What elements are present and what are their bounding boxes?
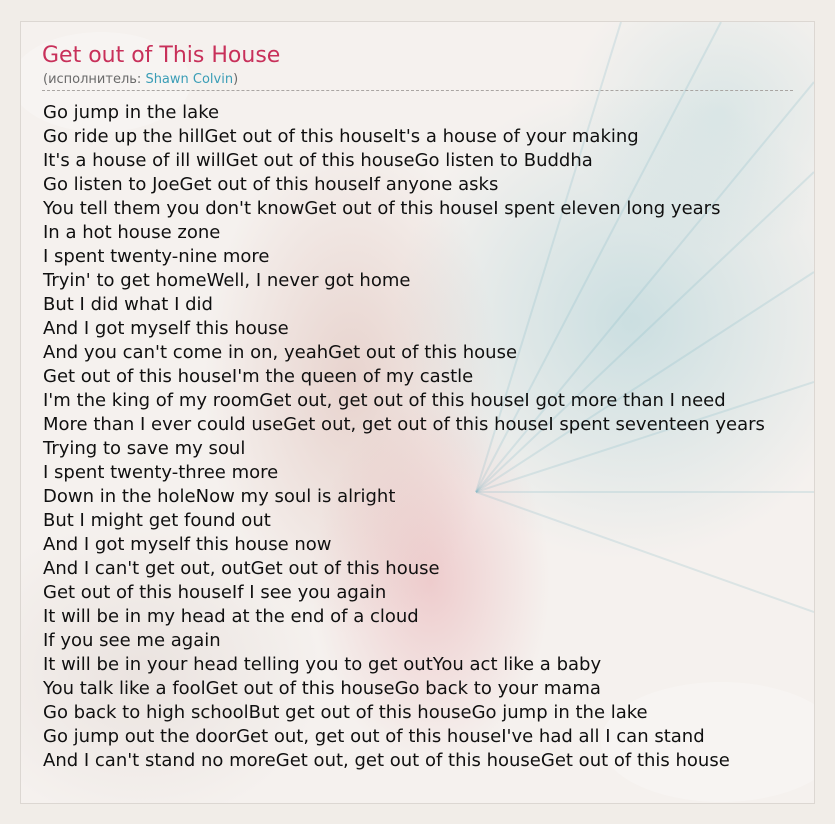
lyric-line: Go jump in the lake <box>43 102 220 123</box>
artist-link[interactable]: Shawn Colvin <box>145 72 234 87</box>
lyric-line: Trying to save my soul <box>43 438 246 459</box>
lyric-line: And you can't come in on, yeahGet out of this house <box>43 342 518 363</box>
lyric-line: And I can't stand no moreGet out, get out of this houseGet out of this house <box>43 750 730 771</box>
lyric-line: You talk like a foolGet out of this houseGo back to your mama <box>43 678 601 699</box>
lyric-line: But I did what I did <box>43 294 213 315</box>
lyric-line: And I got myself this house now <box>43 534 332 555</box>
lyric-line: More than I ever could useGet out, get out of this houseI spent seventeen years <box>43 414 765 435</box>
lyric-line: Get out of this houseI'm the queen of my castle <box>43 366 474 387</box>
lyric-line: Go ride up the hillGet out of this houseIt's a house of your making <box>43 126 639 147</box>
lyric-line: I spent twenty-three more <box>43 462 279 483</box>
lyric-line: Down in the holeNow my soul is alright <box>43 486 396 507</box>
lyric-line: Go back to high schoolBut get out of this houseGo jump in the lake <box>43 702 648 723</box>
performer-prefix: (исполнитель: <box>43 72 146 87</box>
lyric-line: Go listen to JoeGet out of this houseIf anyone asks <box>43 174 499 195</box>
lyrics-card <box>20 21 815 804</box>
lyric-line: And I got myself this house <box>43 318 289 339</box>
lyric-line: If you see me again <box>43 630 221 651</box>
lyric-line: And I can't get out, outGet out of this house <box>43 558 440 579</box>
performer-line <box>43 72 238 88</box>
lyric-line: But I might get found out <box>43 510 271 531</box>
divider <box>42 90 793 91</box>
lyric-line: It's a house of ill willGet out of this houseGo listen to Buddha <box>43 150 593 171</box>
lyric-line: It will be in your head telling you to get outYou act like a baby <box>43 654 602 675</box>
lyric-line: I spent twenty-nine more <box>43 246 270 267</box>
lyric-line: Go jump out the doorGet out, get out of this houseI've had all I can stand <box>43 726 705 747</box>
performer-suffix: ) <box>233 72 239 87</box>
lyric-line: Get out of this houseIf I see you again <box>43 582 387 603</box>
song-title: Get out of This House <box>42 43 281 68</box>
lyric-line: I'm the king of my roomGet out, get out of this houseI got more than I need <box>43 390 726 411</box>
lyric-line: It will be in my head at the end of a cloud <box>43 606 419 627</box>
lyric-line: You tell them you don't knowGet out of this houseI spent eleven long years <box>43 198 721 219</box>
lyric-line: Tryin' to get homeWell, I never got home <box>43 270 411 291</box>
lyric-line: In a hot house zone <box>43 222 221 243</box>
lyrics-text <box>43 101 765 773</box>
